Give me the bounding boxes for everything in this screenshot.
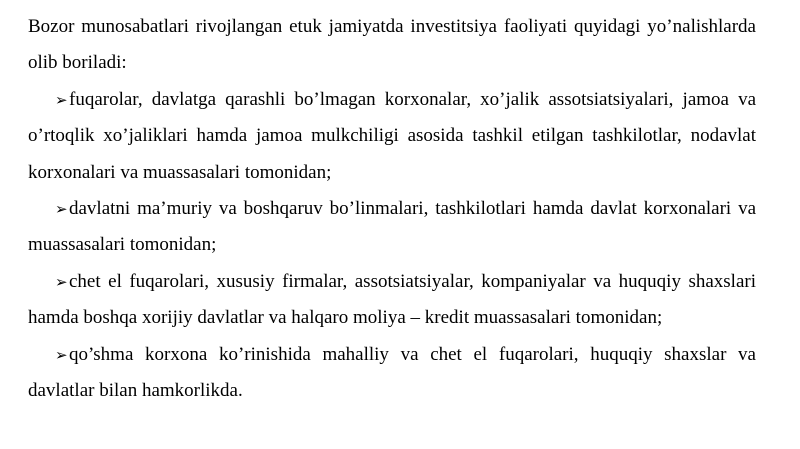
list-item-text: davlatni ma’muriy va boshqaruv bo’linmalari, tashkilotlari hamda davlat korxonalari va muassasalari tomonidan;: [28, 198, 756, 256]
list-item: [28, 264, 756, 337]
bullet-list: [28, 82, 756, 410]
document-body: [28, 9, 756, 409]
list-item: [28, 337, 756, 410]
list-item-text: fuqarolar, davlatga qarashli bo’lmagan korxonalar, xo’jalik assotsiatsiyalari, jamoa va o’rtoqlik xo’jaliklari hamda jamoa mulkchiligi asosida tashkil etilgan tashkilotlar, nodavlat korxonalari va muassasalari tomonidan;: [28, 88, 756, 183]
arrowhead-bullet-icon: ➢: [55, 345, 68, 364]
arrowhead-bullet-icon: ➢: [55, 200, 68, 219]
list-item-text: chet el fuqarolari, xususiy firmalar, assotsiatsiyalar, kompaniyalar va huquqiy shaxslari hamda boshqa xorijiy davlatlar va halqaro moliya – kredit muassasalari tomonidan;: [28, 270, 756, 329]
intro-paragraph: Bozor munosabatlari rivojlangan etuk jamiyatda investitsiya faoliyati quyidagi yo’nalishlarda olib boriladi:: [28, 16, 756, 74]
arrowhead-bullet-icon: ➢: [55, 272, 68, 291]
list-item: [28, 191, 756, 264]
arrowhead-bullet-icon: ➢: [55, 90, 68, 109]
list-item: [28, 82, 756, 191]
list-item-text: qo’shma korxona ko’rinishida mahalliy va chet el fuqarolari, huquqiy shaxslar va davlatlar bilan hamkorlikda.: [28, 343, 756, 402]
